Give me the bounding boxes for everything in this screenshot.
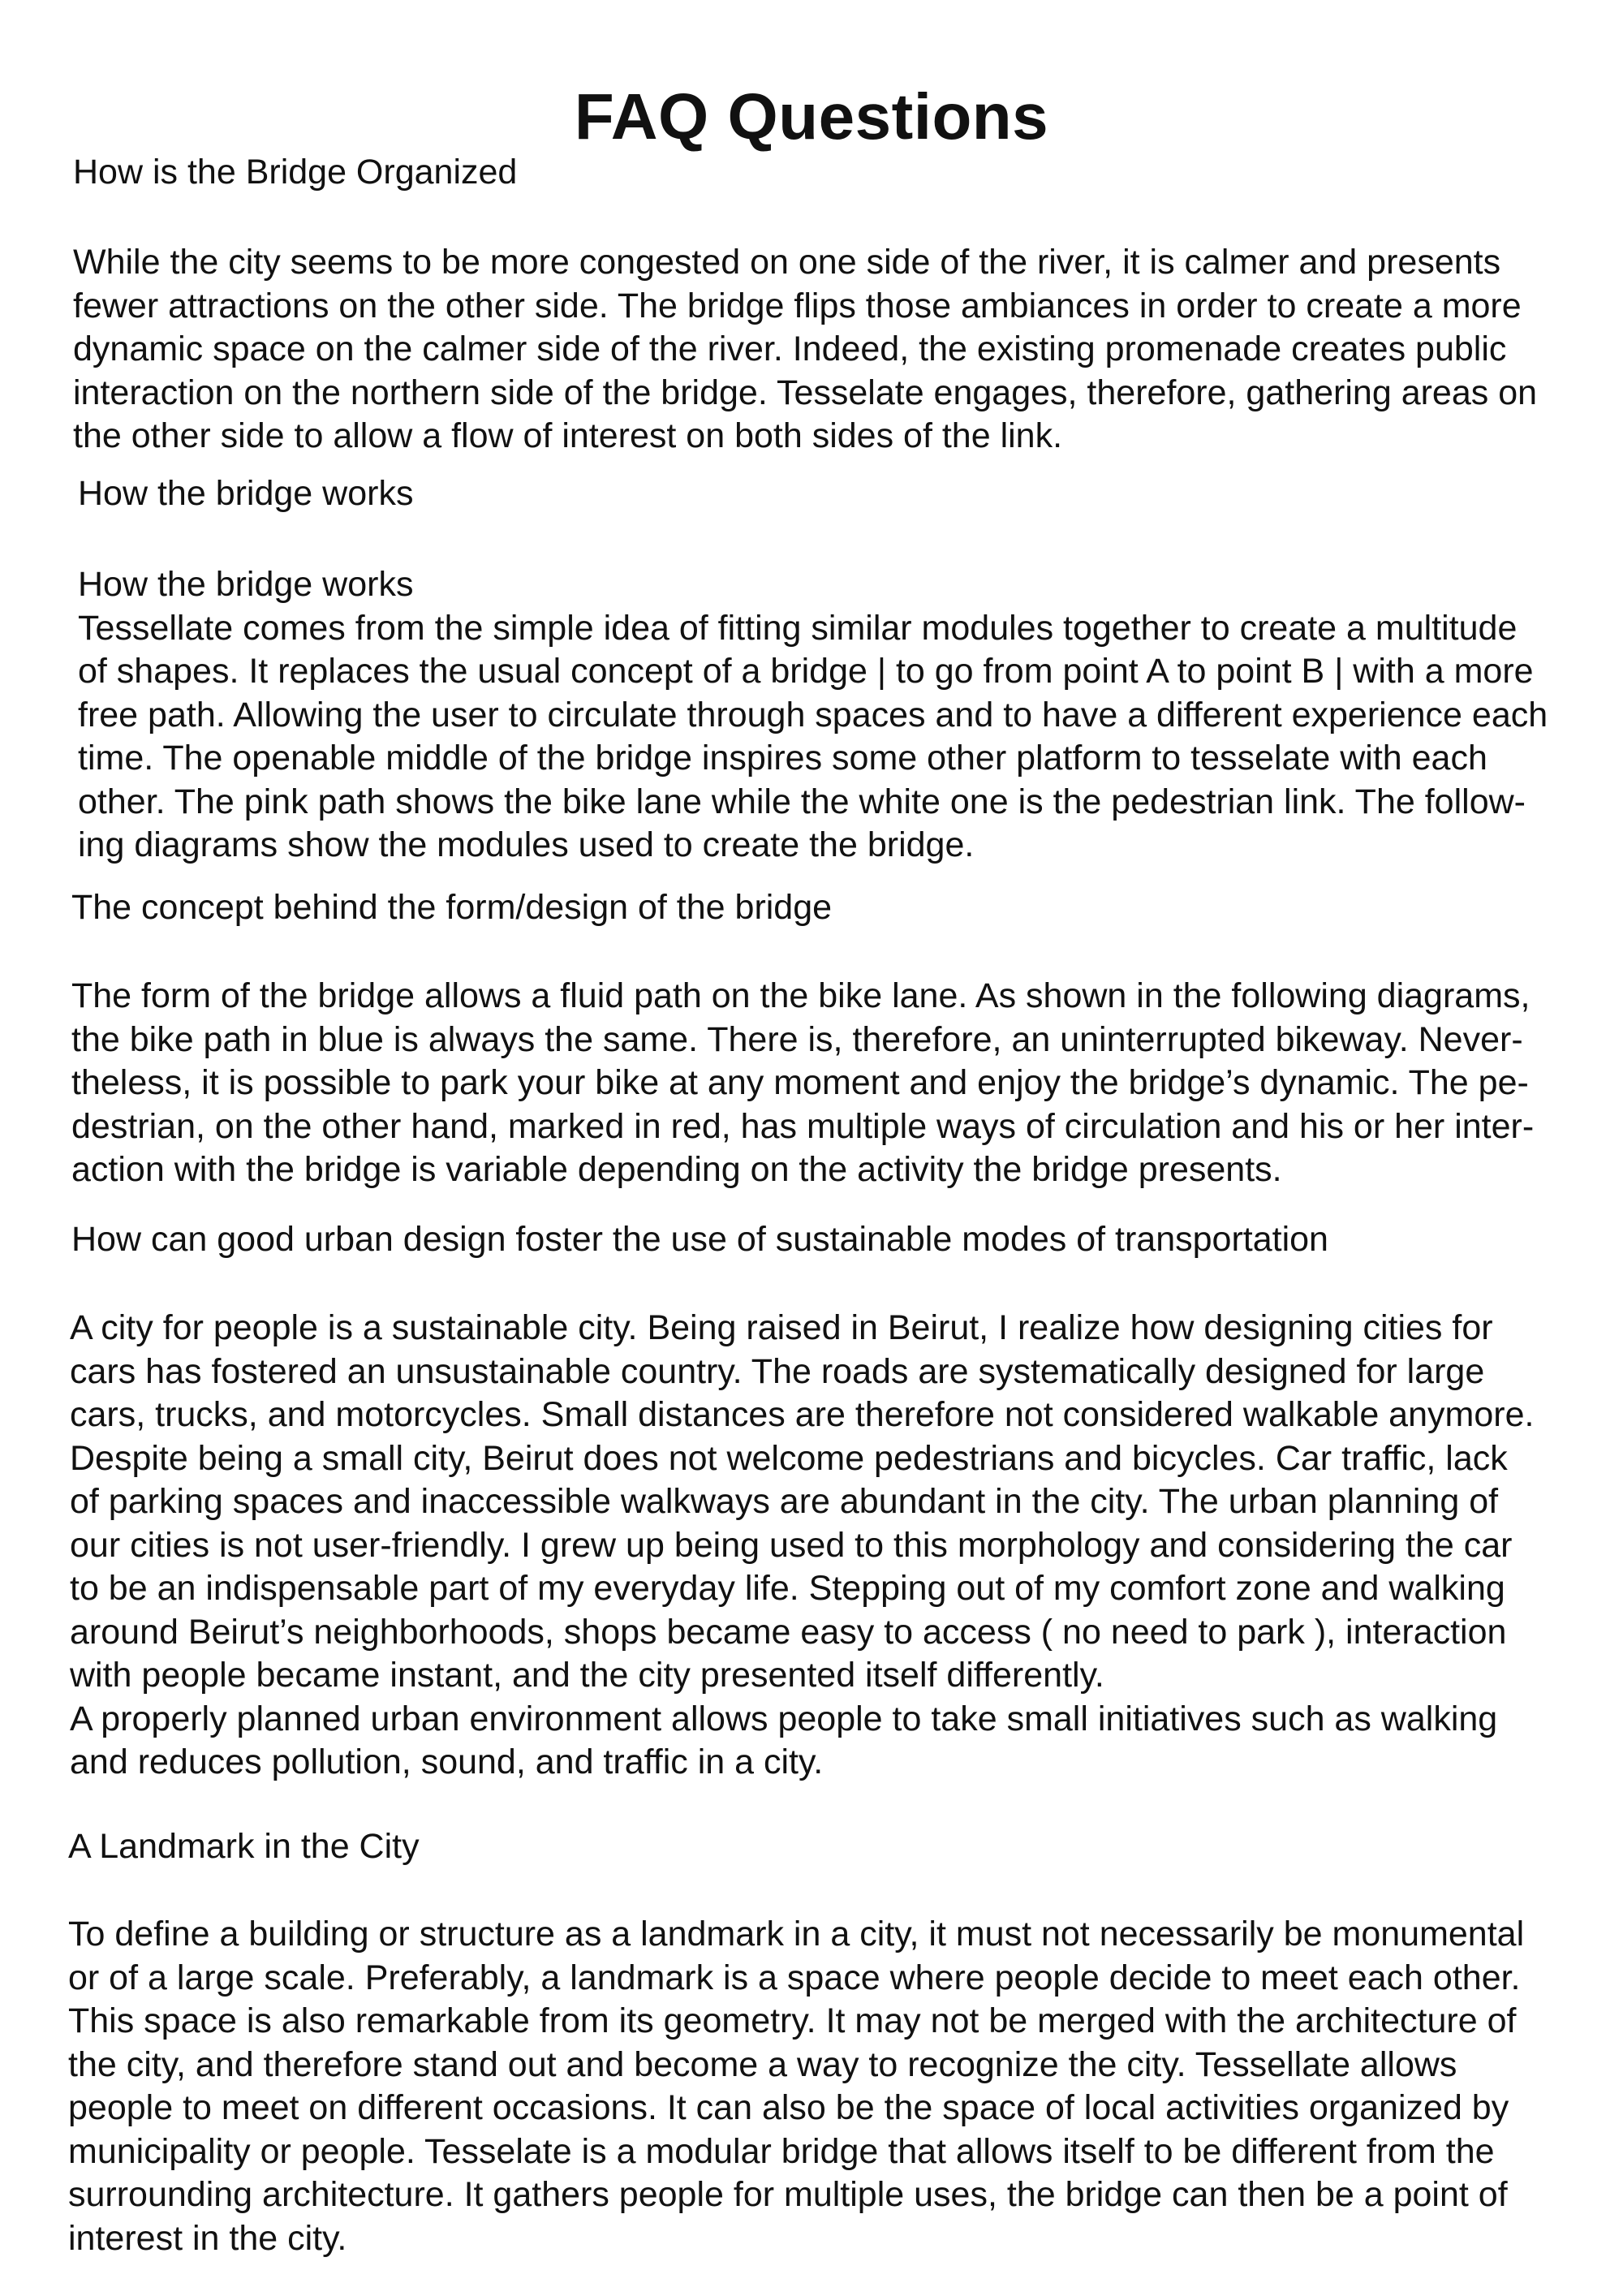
paragraph-line: with people became instant, and the city presented itself differently.	[70, 1656, 1104, 1695]
paragraph-line: surrounding architecture. It gathers people for multiple uses, the bridge can then be a point of	[68, 2175, 1508, 2214]
paragraph-line: cars, trucks, and motorcycles. Small distances are therefore not considered walkable anymore.	[70, 1395, 1535, 1434]
paragraph-line: dynamic space on the calmer side of the river. Indeed, the existing promenade creates public	[73, 330, 1507, 368]
paragraph-line: theless, it is possible to park your bike at any moment and enjoy the bridge’s dynamic. The pe-	[71, 1063, 1529, 1102]
section-heading-urban-design: How can good urban design foster the use of sustainable modes of transportation	[71, 1220, 1328, 1259]
paragraph-line: around Beirut’s neighborhoods, shops became easy to access ( no need to park ), interaction	[70, 1612, 1507, 1652]
paragraph-line: This space is also remarkable from its geometry. It may not be merged with the architecture of	[68, 2001, 1517, 2040]
section-heading-landmark: A Landmark in the City	[68, 1827, 420, 1866]
section-body-bridge-organized	[73, 241, 1537, 459]
paragraph-line: to be an indispensable part of my everyday life. Stepping out of my comfort zone and walking	[70, 1569, 1505, 1608]
section-body-urban-design	[70, 1307, 1534, 1785]
paragraph-line: A properly planned urban environment allows people to take small initiatives such as walking	[70, 1699, 1498, 1738]
section-heading-bridge-organized: How is the Bridge Organized	[73, 153, 518, 192]
paragraph-line: interaction on the northern side of the bridge. Tesselate engages, therefore, gathering areas on	[73, 373, 1538, 412]
paragraph-line: free path. Allowing the user to circulate through spaces and to have a different experience each	[78, 695, 1548, 734]
paragraph-line: of shapes. It replaces the usual concept of a bridge | to go from point A to point B | with a more	[78, 652, 1534, 691]
section-body-bridge-works	[78, 563, 1548, 868]
paragraph-line: While the city seems to be more congested on one side of the river, it is calmer and presents	[73, 243, 1501, 282]
paragraph-line: people to meet on different occasions. It can also be the space of local activities organized by	[68, 2088, 1509, 2127]
paragraph-line: interest in the city.	[68, 2218, 347, 2258]
paragraph-line: The form of the bridge allows a fluid path on the bike lane. As shown in the following diagrams,	[71, 976, 1530, 1015]
section-body-concept-form	[71, 975, 1534, 1192]
paragraph-line: and reduces pollution, sound, and traffic in a city.	[70, 1742, 824, 1781]
section-heading-concept-form: The concept behind the form/design of the bridge	[71, 888, 833, 927]
paragraph-line: A city for people is a sustainable city. Being raised in Beirut, I realize how designing cities for	[70, 1308, 1493, 1347]
paragraph-line: destrian, on the other hand, marked in red, has multiple ways of circulation and his or her inter-	[71, 1106, 1535, 1146]
paragraph-line: ing diagrams show the modules used to create the bridge.	[78, 825, 975, 864]
paragraph-line: of parking spaces and inaccessible walkways are abundant in the city. The urban planning of	[70, 1482, 1499, 1521]
section-heading-bridge-works: How the bridge works	[78, 474, 414, 513]
paragraph-line: or of a large scale. Preferably, a landmark is a space where people decide to meet each other.	[68, 1958, 1521, 1997]
paragraph-line: To define a building or structure as a landmark in a city, it must not necessarily be monumental	[68, 1915, 1525, 1954]
paragraph-line: other. The pink path shows the bike lane while the white one is the pedestrian link. The follow-	[78, 782, 1526, 821]
paragraph-line: our cities is not user-friendly. I grew up being used to this morphology and considering the car	[70, 1525, 1513, 1565]
paragraph-line: the other side to allow a flow of interest on both sides of the link.	[73, 416, 1063, 455]
paragraph-line: municipality or people. Tesselate is a modular bridge that allows itself to be different from the	[68, 2131, 1495, 2171]
paragraph-line: the bike path in blue is always the same. There is, therefore, an uninterrupted bikeway. Never-	[71, 1019, 1523, 1059]
section-body-landmark	[68, 1913, 1524, 2260]
page-title: FAQ Questions	[574, 80, 1049, 153]
paragraph-line: Tessellate comes from the simple idea of fitting similar modules together to create a multitude	[78, 608, 1518, 648]
paragraph-line: time. The openable middle of the bridge inspires some other platform to tesselate with each	[78, 739, 1487, 778]
paragraph-line: fewer attractions on the other side. The bridge flips those ambiances in order to create a more	[73, 286, 1522, 325]
paragraph-line: the city, and therefore stand out and become a way to recognize the city. Tessellate allows	[68, 2044, 1457, 2084]
paragraph-line: action with the bridge is variable depending on the activity the bridge presents.	[71, 1150, 1282, 1189]
paragraph-line: cars has fostered an unsustainable country. The roads are systematically designed for large	[70, 1351, 1485, 1391]
paragraph-line: Despite being a small city, Beirut does not welcome pedestrians and bicycles. Car traffic, lack	[70, 1438, 1508, 1478]
paragraph-line: How the bridge works	[78, 565, 414, 604]
